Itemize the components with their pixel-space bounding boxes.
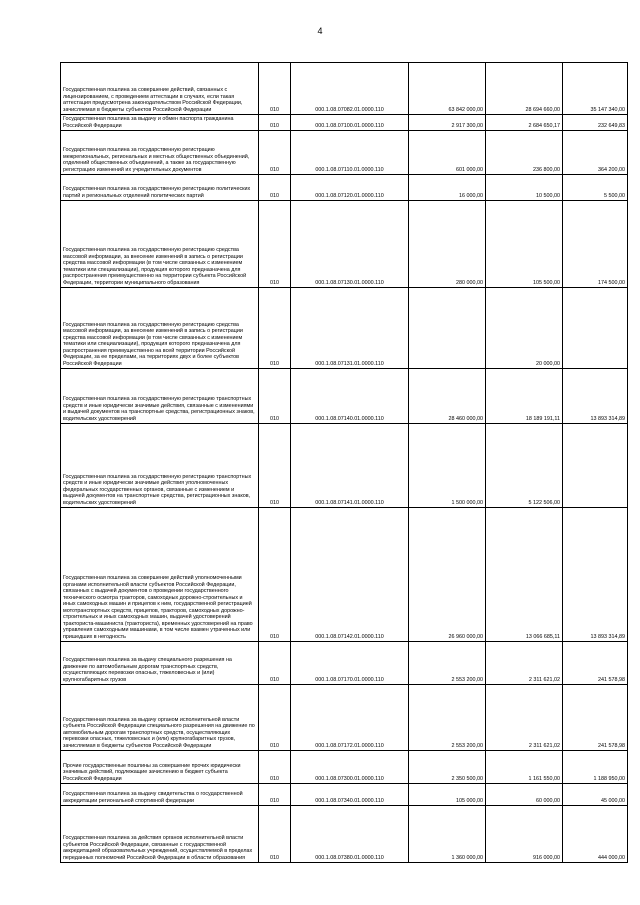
row-code: 010 <box>259 751 291 784</box>
row-plan: 63 842 000,00 <box>409 63 486 115</box>
row-code: 010 <box>259 508 291 642</box>
row-name: Государственная пошлина за государственную регистрацию межрегиональных, региональных и местных общественных объединений, отделений общественных объединений, а также за государственную регистрацию изменений их учредительных документов <box>61 131 259 175</box>
row-code: 010 <box>259 201 291 288</box>
table-row <box>61 784 628 806</box>
row-kbk: 000.1.08.07141.01.0000.110 <box>291 424 409 508</box>
table-row <box>61 115 628 131</box>
row-name: Государственная пошлина за выдачу и обмен паспорта гражданина Российской Федерации <box>61 115 259 131</box>
row-fact: 13 066 685,11 <box>486 508 563 642</box>
table-row <box>61 201 628 288</box>
row-code: 010 <box>259 642 291 685</box>
row-code: 010 <box>259 131 291 175</box>
row-fact: 2 311 621,02 <box>486 642 563 685</box>
row-rest: 5 500,00 <box>563 175 628 201</box>
table-row <box>61 288 628 369</box>
row-rest: 1 188 950,00 <box>563 751 628 784</box>
row-plan: 280 000,00 <box>409 201 486 288</box>
row-name: Прочие государственные пошлины за совершение прочих юридически значимых действий, подлежащие зачислению в бюджет субъекта Российской Федерации <box>61 751 259 784</box>
row-plan: 1 360 000,00 <box>409 806 486 863</box>
row-rest: 241 578,98 <box>563 642 628 685</box>
table-row <box>61 642 628 685</box>
row-rest: 13 893 314,89 <box>563 369 628 424</box>
row-name: Государственная пошлина за совершение действий уполномоченными органами исполнительной власти субъектов Российской Федерации, связанных с выдачей документов о проведении государственного технического осмотра тракторов, самоходных дорожно-строительных и иных самоходных машин и прицепов к ним, государственной регистрацией мототранспортных средств, прицепов, тракторов, самоходных дорожно-строительных и иных самоходных машин, выдачей удостоверений тракториста-машиниста (тракториста), временных удостоверений на право управления самоходными машинами, в том числе взамен утраченных или пришедших в негодность <box>61 508 259 642</box>
row-plan: 2 553 200,00 <box>409 685 486 751</box>
row-rest: 241 578,98 <box>563 685 628 751</box>
row-kbk: 000.1.08.07120.01.0000.110 <box>291 175 409 201</box>
row-fact: 1 161 550,00 <box>486 751 563 784</box>
row-name: Государственная пошлина за совершение действий, связанных с лицензированием, с проведением аттестации в случаях, если такая аттестация предусмотрена законодательством Российской Федерации, зачисляемая в бюджеты субъектов Российской Федерации <box>61 63 259 115</box>
row-name: Государственная пошлина за выдачу специального разрешения на движение по автомобильным дорогам транспортных средств, осуществляющих перевозки опасных, тяжеловесных и (или) крупногабаритных грузов <box>61 642 259 685</box>
row-fact: 916 000,00 <box>486 806 563 863</box>
row-name: Государственная пошлина за выдачу свидетельства о государственной аккредитации региональной спортивной федерации <box>61 784 259 806</box>
row-plan <box>409 288 486 369</box>
row-fact: 18 189 191,11 <box>486 369 563 424</box>
row-kbk: 000.1.08.07142.01.0000.110 <box>291 508 409 642</box>
row-kbk: 000.1.08.07340.01.0000.110 <box>291 784 409 806</box>
row-rest <box>563 288 628 369</box>
row-rest: 364 200,00 <box>563 131 628 175</box>
row-name: Государственная пошлина за государственную регистрацию политических партий и региональных отделений политических партий <box>61 175 259 201</box>
row-name: Государственная пошлина за выдачу органом исполнительной власти субъекта Российской Федерации специального разрешения на движение по автомобильным дорогам транспортных средств, осуществляющих перевозки опасных, тяжеловесных и (или) крупногабаритных грузов, зачисляемая в бюджеты субъектов Российской Федерации <box>61 685 259 751</box>
row-plan: 16 000,00 <box>409 175 486 201</box>
row-code: 010 <box>259 288 291 369</box>
row-fact: 10 500,00 <box>486 175 563 201</box>
row-rest <box>563 424 628 508</box>
row-name: Государственная пошлина за государственную регистрацию транспортных средств и иные юридически значимые действия уполномоченных федеральных государственных органов, связанные с изменением и выдачей документов на транспортные средства, регистрационных знаков, водительских удостоверений <box>61 424 259 508</box>
table-row <box>61 751 628 784</box>
table-row <box>61 63 628 115</box>
row-code: 010 <box>259 175 291 201</box>
table-row <box>61 806 628 863</box>
row-kbk: 000.1.08.07110.01.0000.110 <box>291 131 409 175</box>
revenue-table-body <box>61 63 628 863</box>
row-kbk: 000.1.08.07172.01.0000.110 <box>291 685 409 751</box>
row-name: Государственная пошлина за государственную регистрацию транспортных средств и иные юридически значимые действия, связанные с изменениями и выдачей документов на транспортные средства, регистрационных знаков, водительских удостоверений <box>61 369 259 424</box>
row-code: 010 <box>259 115 291 131</box>
row-kbk: 000.1.08.07300.01.0000.110 <box>291 751 409 784</box>
table-row <box>61 369 628 424</box>
row-rest: 45 000,00 <box>563 784 628 806</box>
row-fact: 2 684 650,17 <box>486 115 563 131</box>
row-kbk: 000.1.08.07130.01.0000.110 <box>291 201 409 288</box>
row-code: 010 <box>259 424 291 508</box>
row-code: 010 <box>259 685 291 751</box>
row-name: Государственная пошлина за государственную регистрацию средства массовой информации, за внесение изменений в запись о регистрации средства массовой информации (в том числе связанных с изменением тематики или специализации), продукция которого предназначена для распространения преимущественно на всей территории Российской Федерации, за ее пределами, на территориях двух и более субъектов Российской Федерации <box>61 288 259 369</box>
table-row <box>61 685 628 751</box>
row-plan: 1 500 000,00 <box>409 424 486 508</box>
row-rest: 232 649,83 <box>563 115 628 131</box>
row-fact: 60 000,00 <box>486 784 563 806</box>
row-plan: 105 000,00 <box>409 784 486 806</box>
row-code: 010 <box>259 806 291 863</box>
row-kbk: 000.1.08.07380.01.0000.110 <box>291 806 409 863</box>
row-fact: 20 000,00 <box>486 288 563 369</box>
row-plan: 2 553 200,00 <box>409 642 486 685</box>
table-row <box>61 508 628 642</box>
row-code: 010 <box>259 369 291 424</box>
row-fact: 105 500,00 <box>486 201 563 288</box>
row-plan: 2 350 500,00 <box>409 751 486 784</box>
row-rest: 35 147 340,00 <box>563 63 628 115</box>
row-fact: 5 122 506,00 <box>486 424 563 508</box>
row-rest: 174 500,00 <box>563 201 628 288</box>
row-plan: 28 460 000,00 <box>409 369 486 424</box>
table-row <box>61 175 628 201</box>
table-row <box>61 131 628 175</box>
row-rest: 444 000,00 <box>563 806 628 863</box>
row-fact: 236 800,00 <box>486 131 563 175</box>
row-kbk: 000.1.08.07131.01.0000.110 <box>291 288 409 369</box>
row-code: 010 <box>259 784 291 806</box>
row-plan: 2 917 300,00 <box>409 115 486 131</box>
row-kbk: 000.1.08.07100.01.0000.110 <box>291 115 409 131</box>
row-plan: 26 960 000,00 <box>409 508 486 642</box>
row-kbk: 000.1.08.07140.01.0000.110 <box>291 369 409 424</box>
page-number: 4 <box>317 26 323 36</box>
row-name: Государственная пошлина за действия органов исполнительной власти субъектов Российской Федерации, связанные с государственной аккредитацией образовательных учреждений, осуществляемой в пределах переданных полномочий Российской Федерации в области образования <box>61 806 259 863</box>
row-rest: 13 893 314,89 <box>563 508 628 642</box>
row-fact: 28 694 660,00 <box>486 63 563 115</box>
revenue-table <box>60 62 628 863</box>
row-plan: 601 000,00 <box>409 131 486 175</box>
row-name: Государственная пошлина за государственную регистрацию средства массовой информации, за внесение изменений в запись о регистрации средства массовой информации (в том числе связанных с изменением тематики или специализации), продукция которого предназначена для распространения преимущественно на территории субъекта Российской Федерации, территории муниципального образования <box>61 201 259 288</box>
row-kbk: 000.1.08.07170.01.0000.110 <box>291 642 409 685</box>
row-fact: 2 311 621,02 <box>486 685 563 751</box>
row-kbk: 000.1.08.07082.01.0000.110 <box>291 63 409 115</box>
table-row <box>61 424 628 508</box>
row-code: 010 <box>259 63 291 115</box>
